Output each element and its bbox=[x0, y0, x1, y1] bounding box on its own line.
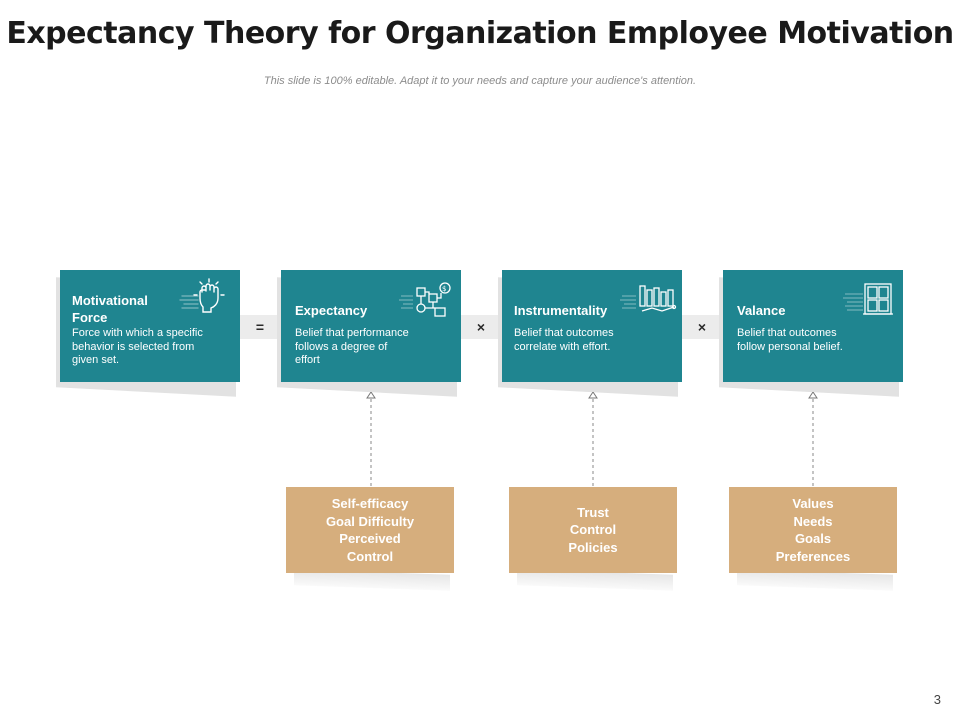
window-icon bbox=[841, 278, 901, 322]
factor-box-instrumentality bbox=[509, 487, 677, 573]
card-description: Belief that outcomes follow personal belief. bbox=[737, 327, 843, 353]
dashed-arrow-connector bbox=[807, 392, 819, 488]
workflow-icon bbox=[399, 278, 459, 322]
card-title: Expectancy bbox=[295, 303, 368, 318]
card-motivational-force bbox=[60, 270, 240, 382]
factor-line: Goals bbox=[794, 531, 832, 546]
factor-line: Preferences bbox=[775, 548, 851, 564]
card-valance bbox=[723, 270, 903, 382]
card-description: Belief that performance follows a degree of effort bbox=[295, 327, 409, 366]
factor-line: Control bbox=[346, 548, 394, 564]
card-expectancy bbox=[281, 270, 461, 382]
factor-line: Perceived bbox=[339, 531, 401, 546]
raised-fist-icon bbox=[178, 278, 238, 322]
card-title: Valance bbox=[737, 303, 786, 318]
factor-line: Needs bbox=[793, 513, 833, 529]
growth-chart-icon bbox=[620, 278, 680, 322]
slide-title: Expectancy Theory for Organization Employee Motivation bbox=[6, 16, 954, 51]
multiply-operator: × bbox=[697, 319, 707, 335]
multiply-operator: × bbox=[476, 319, 486, 335]
factor-box-expectancy bbox=[286, 487, 454, 573]
card-description: Belief that outcomes correlate with effort. bbox=[514, 327, 614, 353]
factor-line: Goal Difficulty bbox=[325, 513, 415, 529]
card-instrumentality bbox=[502, 270, 682, 382]
factor-line: Trust bbox=[577, 504, 609, 520]
factor-line: Values bbox=[792, 496, 834, 511]
page-number: 3 bbox=[933, 692, 941, 707]
factor-line: Control bbox=[569, 522, 617, 538]
card-description: Force with which a specific behavior is selected from given set. bbox=[72, 327, 203, 366]
card-title: Motivational Force bbox=[72, 293, 148, 325]
factor-box-valance bbox=[729, 487, 897, 573]
slide-subtitle: This slide is 100% editable. Adapt it to your needs and capture your audience's attention. bbox=[263, 75, 697, 87]
equals-operator: = bbox=[255, 319, 265, 335]
factor-line: Policies bbox=[568, 539, 618, 555]
dashed-arrow-connector bbox=[365, 392, 377, 488]
factor-line: Self-efficacy bbox=[331, 496, 409, 511]
card-title: Instrumentality bbox=[514, 303, 608, 318]
svg-text:$: $ bbox=[442, 285, 447, 293]
dashed-arrow-connector bbox=[587, 392, 599, 488]
